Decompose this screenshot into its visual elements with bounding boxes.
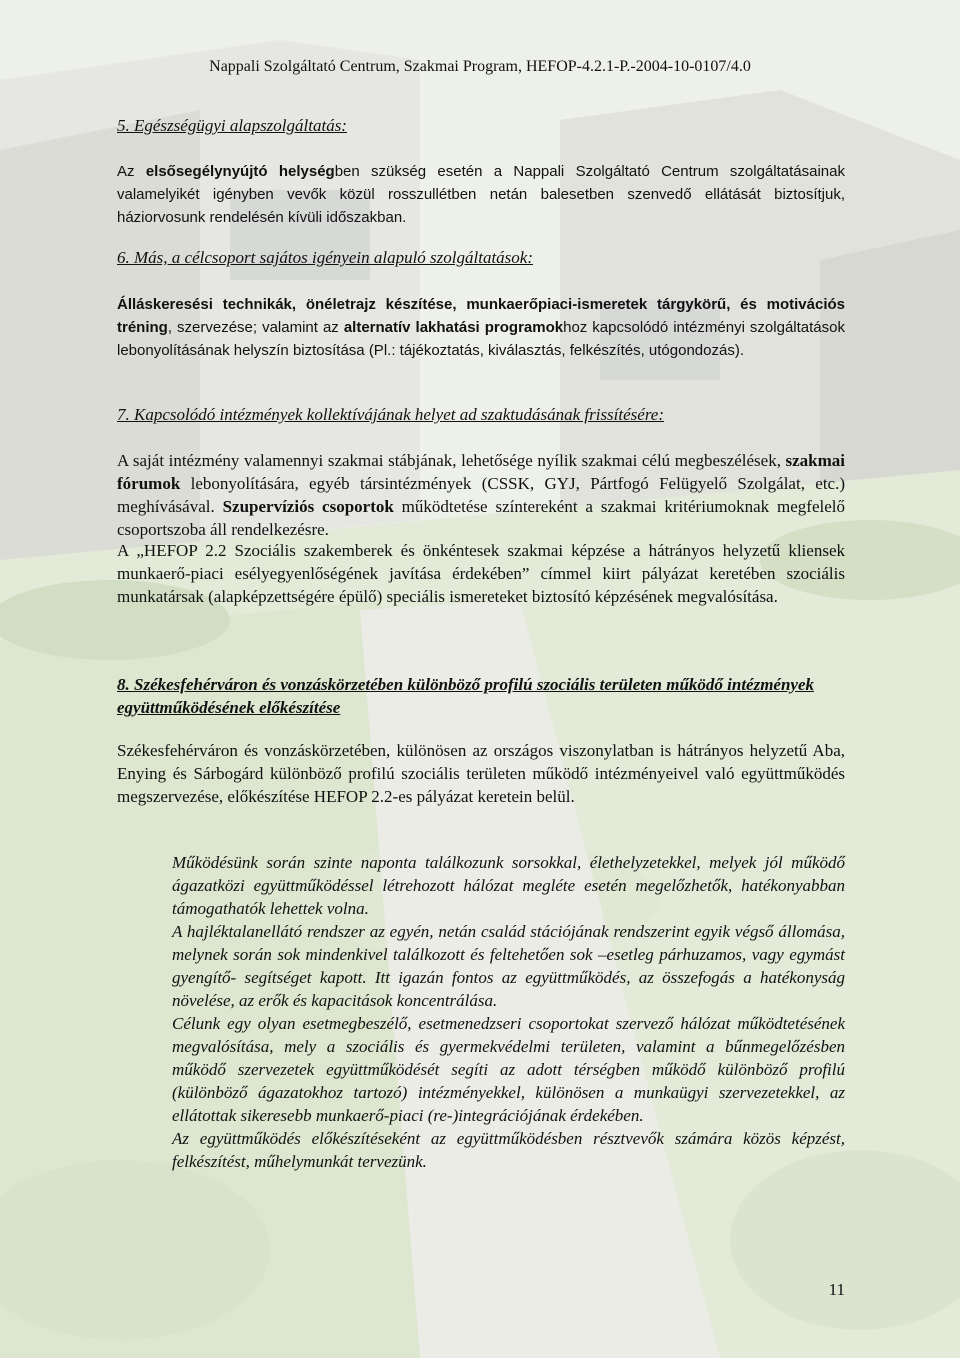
section-6-heading: 6. Más, a célcsoport sajátos igényein alapuló szolgáltatások: — [117, 248, 533, 267]
s6-text-1: , szervezése; valamint az — [167, 319, 344, 336]
s7-text-1: A saját intézmény valamennyi szakmai stábjának, lehetősége nyílik szakmai célú megbeszélések, — [117, 451, 786, 470]
section-7-paragraph-1 — [117, 449, 845, 541]
s7-text-2: lebonyolítására, egyéb társintézmények (CSSK, GYJ, Pártfogó Felügyelő Szolgálat, etc.) meghívásával. — [117, 474, 845, 516]
s6-text-2: hoz kapcsolódó intézményi szolgáltatások lebonyolításának helyszín biztosítása (Pl.: tájékoztatás, kiválasztás, felkészítés, utógondozás). — [117, 319, 845, 359]
quote-paragraph-3: Célunk egy olyan esetmegbeszélő, esetmenedzseri csoportokat szervező hálózat működtetésének megvalósítása, mely a szociális és gyermekvédelmi területen, valamint a bűnmegelőzésben működő szervezetek együttműködését segíti az adott térségben működő különböző profilú (különböző ágazatokhoz tartozó) intézményekkel, különösen a munkaügyi szervezetekkel, az ellátottak sikeresebb munkaerő-piaci (re-)integrációjának érdekében. — [172, 1014, 845, 1125]
section-8-paragraph: Székesfehérváron és vonzáskörzetében, különösen az országos viszonylatban is hátrányos helyzetű Aba, Enying és Sárbogárd különböző profilú szociális területen működő intézményeivel való együttműködés megszervezése, előkészítése HEFOP 2.2-es pályázat keretein belül. — [117, 741, 845, 806]
quote-paragraph-4: Az együttműködés előkészítéseként az együttműködésben résztvevők számára közös képzést, felkészítést, műhelymunkát tervezünk. — [172, 1129, 845, 1171]
section-5-paragraph — [117, 160, 845, 229]
section-7-paragraph-2: A „HEFOP 2.2 Szociális szakemberek és önkéntesek szakmai képzése a hátrányos helyzetű kliensek munkaerő-piaci esélyegyenlőségének javítása érdekében” címmel kiirt pályázat keretében szociális munkatársak (alapképzettségére épülő) speciális ismereteket biztosító képzésének megvalósítása. — [117, 541, 845, 606]
running-header: Nappali Szolgáltató Centrum, Szakmai Program, HEFOP-4.2.1-P.-2004-10-0107/4.0 — [209, 58, 751, 75]
section-8-quote-block — [172, 851, 845, 1173]
quote-paragraph-2: A hajléktalanellátó rendszer az egyén, netán család stációjának rendszerint egyik végső állomása, melynek során sok mindenkivel találkozott és feltehetően sok –esetleg párhuzamos, vagy egymást gyengítő- segítséget kapott. Itt igazán fontos az együttműködés, az összefogás a hatékonyság növelése, az erők és kapacitások koncentrálása. — [172, 922, 845, 1010]
page-number: 11 — [828, 1280, 845, 1299]
quote-paragraph-1: Működésünk során szinte naponta találkozunk sorsokkal, élethelyzetekkel, melyek jól működő ágazatközi együttműködéssel létrehozott hálózat megléte esetén megelőzhetők, hatékonyabban támogathatók lehettek volna. — [172, 853, 845, 918]
section-6-paragraph — [117, 293, 845, 362]
s7-bold-1: szakmai fórumok — [117, 451, 845, 493]
s7-bold-2: Szupervíziós csoportok — [222, 497, 394, 516]
s6-bold-2: alternatív lakhatási programok — [343, 319, 564, 336]
s5-text-pre: Az — [117, 163, 146, 180]
s6-bold-1: Álláskeresési technikák, önéletrajz készítése, munkaerőpiaci-ismeretek tárgykörű, és motivációs tréning — [117, 296, 845, 336]
section-5-heading: 5. Egészségügyi alapszolgáltatás: — [117, 116, 347, 135]
section-7-heading: 7. Kapcsolódó intézmények kollektívájának helyet ad szaktudásának frissítésére: — [117, 405, 665, 424]
s7-text-3: működtetése színtereként a szakmai kritériumoknak megfelelő csoportszoba áll rendelkezésre. — [117, 497, 846, 539]
s5-text-rest: ben szükség esetén a Nappali Szolgáltató Centrum szolgáltatásainak valamelyikét igényben vevők közül rosszullétben netán balesetben szenvedő ellátását biztosítjuk, háziorvosunk rendelésén kívüli időszakban. — [117, 163, 845, 226]
section-8-heading: 8. Székesfehérváron és vonzáskörzetében különböző profilú szociális területen működő intézmények együttműködésének előkészítése — [117, 675, 815, 717]
s5-bold-term: elsősegélynyújtó helység — [145, 163, 335, 180]
